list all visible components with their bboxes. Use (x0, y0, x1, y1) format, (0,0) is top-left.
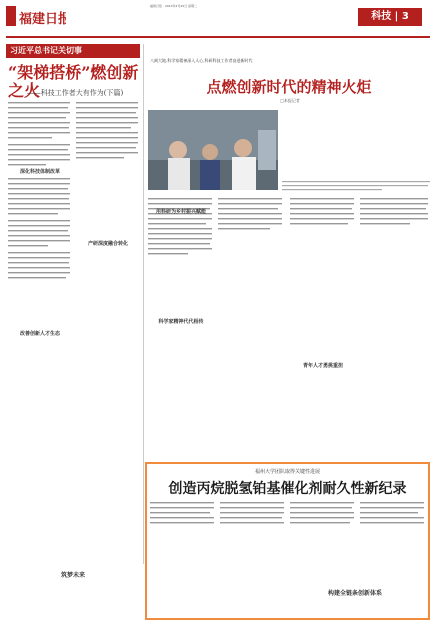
left-article-subhead-2: 改善创新人才生态 (19, 331, 60, 337)
top-article-text-col1 (148, 196, 214, 458)
left-article-subhead: ——科技工作者大有作为(下篇) (26, 89, 124, 97)
left-article-subhead-3: 产研深度融合转化 (87, 241, 128, 247)
column-divider (143, 44, 144, 564)
photo-caption (282, 180, 432, 196)
masthead-rule (6, 36, 430, 38)
top-article-subhead-2: 科学家精神代代相传 (158, 319, 204, 325)
box-article-headline: 创造丙烷脱氢铂基催化剂耐久性新纪录 (168, 481, 407, 497)
top-article-kicker: 八闽大地,科学家精神深入人心,科研科技工作者奋进新时代 (150, 58, 253, 63)
top-article-headline: 点燃创新时代的精神火炬 (206, 78, 372, 96)
left-footer-headline: 筑梦未来 (60, 572, 85, 579)
section-tag: 科技 | 3 (358, 8, 422, 26)
top-article-text-col2 (218, 196, 284, 458)
column-banner: 习近平总书记关切事 (6, 44, 140, 58)
box-article-text (150, 500, 425, 615)
newspaper-logo (6, 2, 66, 32)
svg-text:福建日报: 福建日报 (19, 12, 66, 27)
box-article-kicker: 福州大学团队取得关键性进展 (254, 469, 320, 475)
left-article-subhead-1: 深化科技体制改革 (19, 169, 60, 175)
left-article-text-col1b (8, 176, 72, 556)
left-article-headline: “架梯搭桥”燃创新之火 (8, 63, 139, 100)
top-article-subhead-3: 青年人才勇挑重担 (302, 363, 343, 369)
right-footer-headline: 构建全链条创新体系 (327, 590, 382, 597)
top-article-subhead-1: 用科研为乡村振兴赋能 (155, 209, 206, 215)
left-article-text-col2 (76, 100, 140, 560)
article-photo (148, 110, 278, 190)
top-article-text-col3 (290, 196, 356, 458)
masthead-meta: 福建日报 · 2023年4月25日 星期二 (150, 4, 198, 8)
masthead (0, 0, 436, 40)
top-article-text-col4 (360, 196, 430, 458)
top-article-byline: □本报记者 (280, 98, 300, 103)
